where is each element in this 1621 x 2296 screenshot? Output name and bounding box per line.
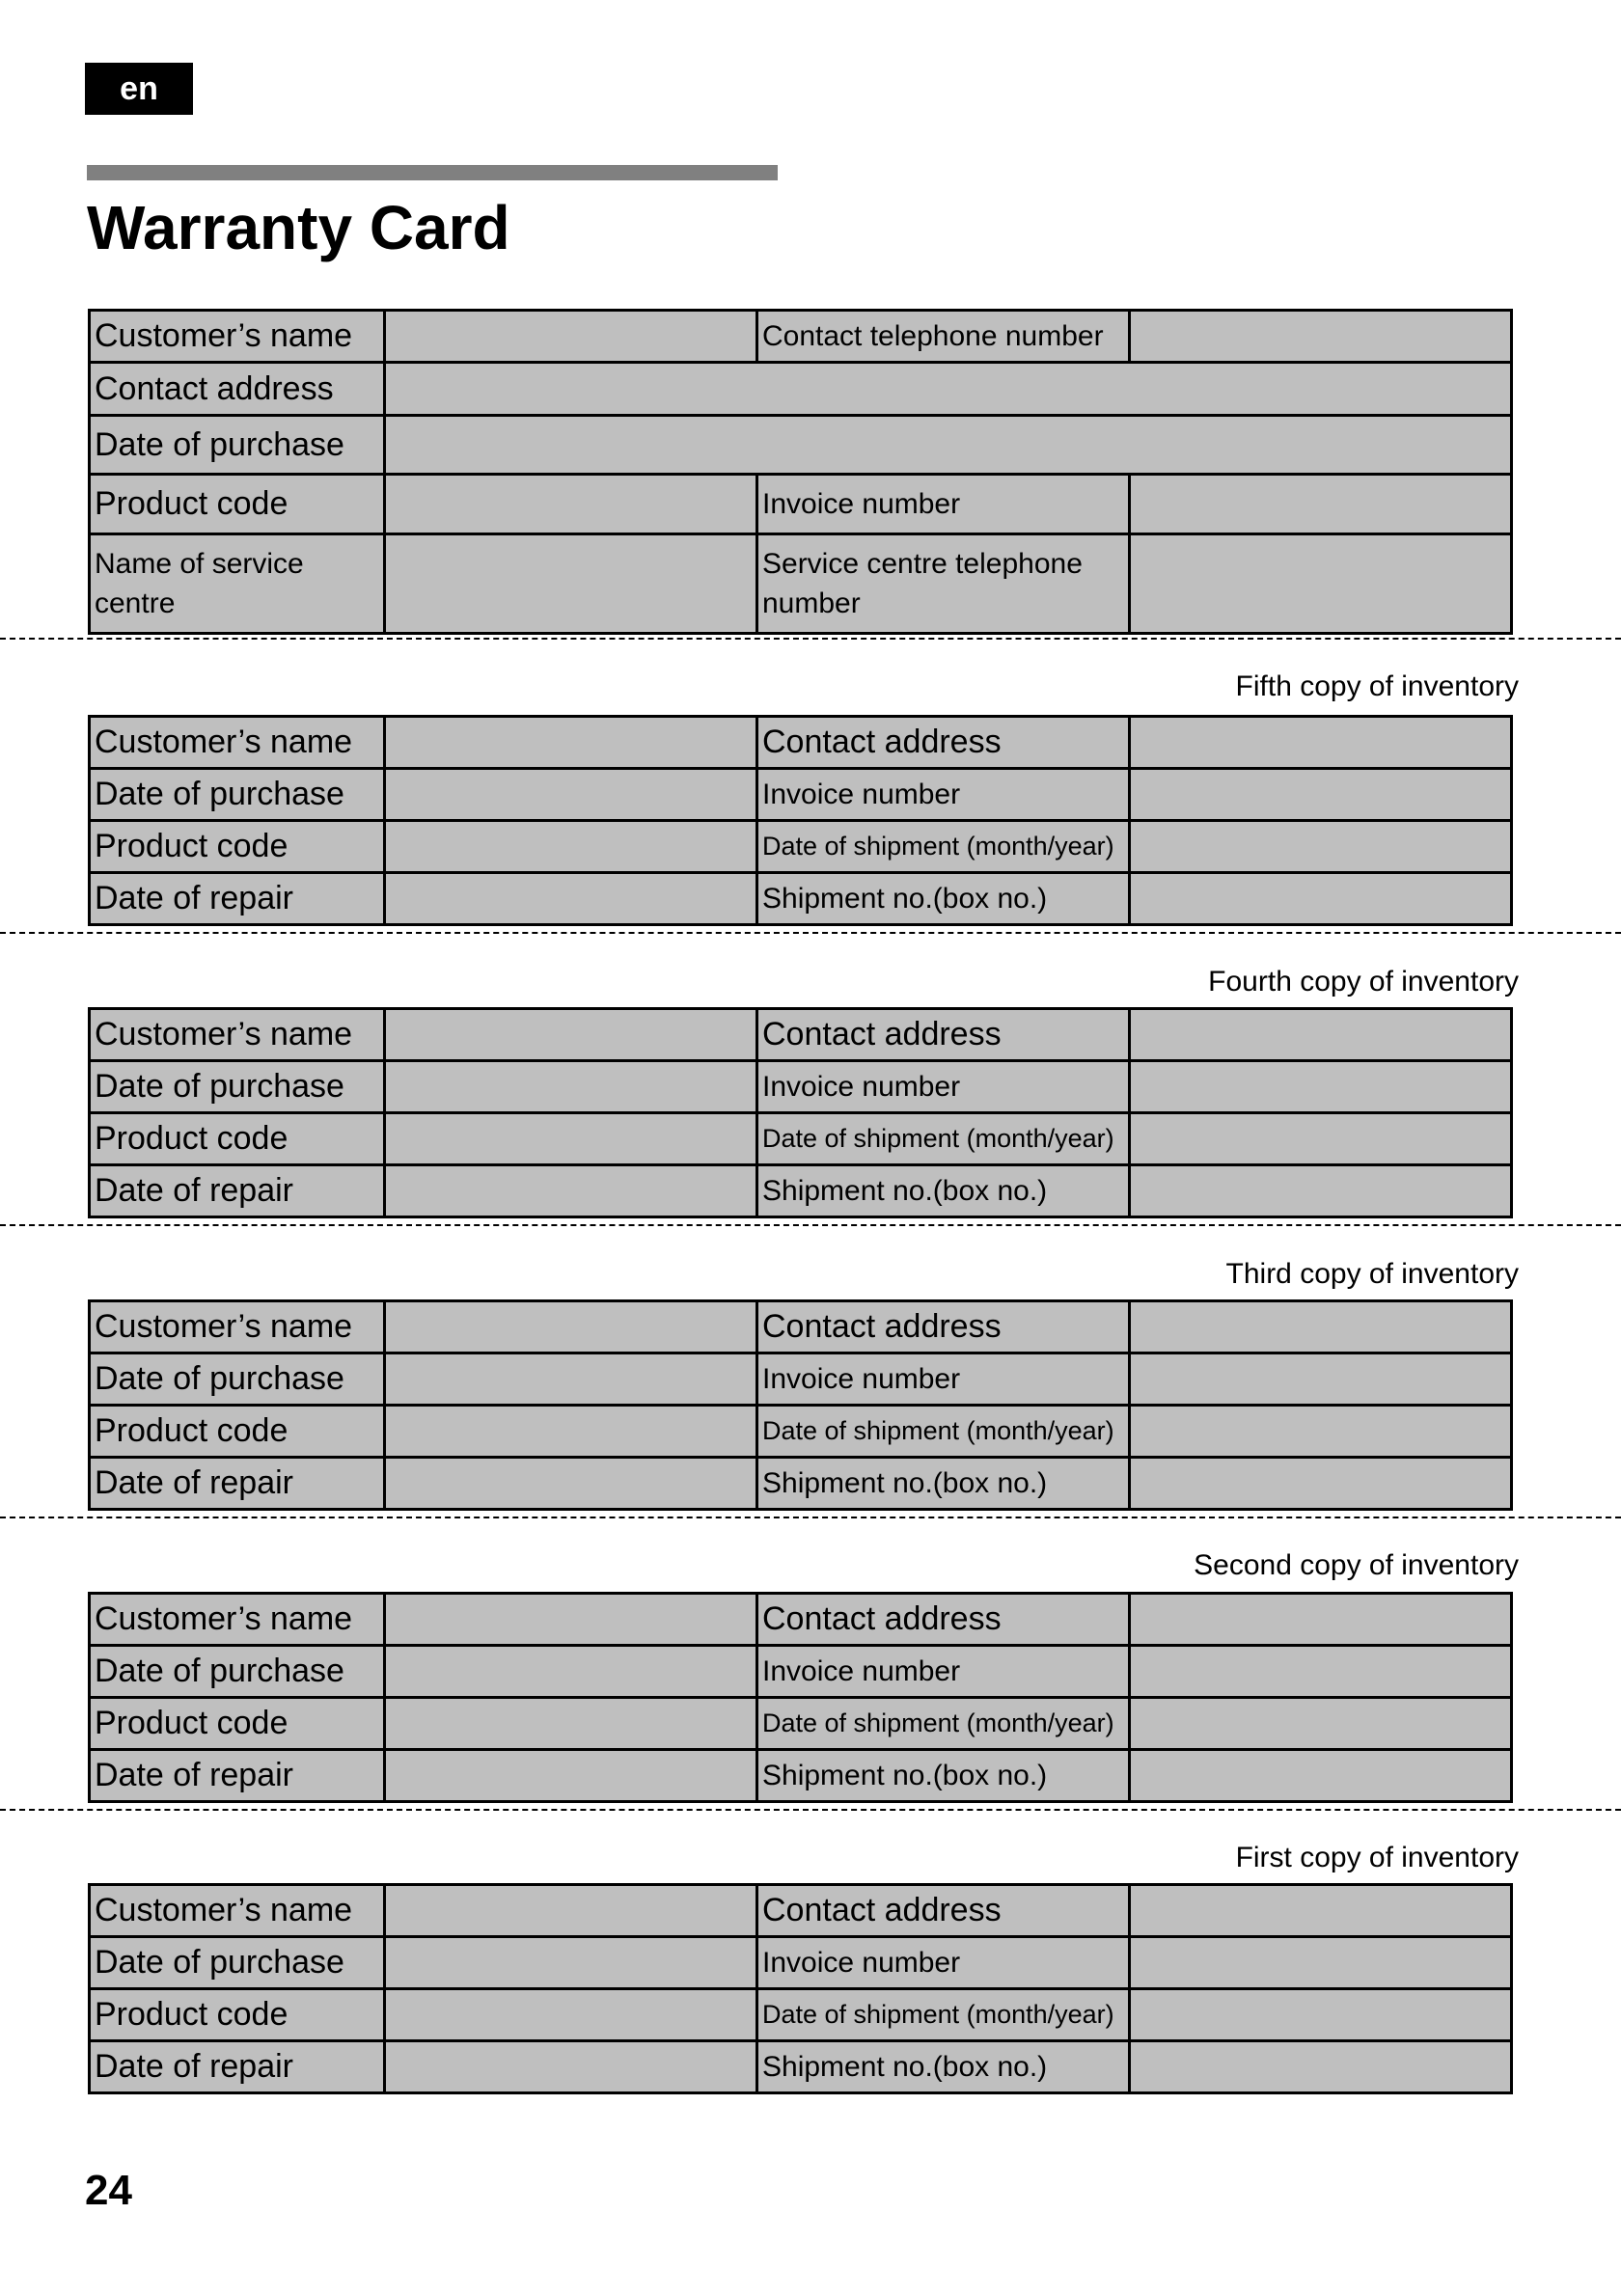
product-code-field[interactable] — [385, 821, 757, 873]
product-code-field[interactable] — [385, 1698, 757, 1750]
inventory-copy-third — [88, 1299, 1513, 1511]
contact-address-field[interactable] — [1130, 1009, 1512, 1061]
cut-line — [0, 638, 1621, 640]
language-tag: en — [85, 63, 193, 115]
date-of-purchase-field[interactable] — [385, 416, 1512, 475]
customers-name-label: Customer’s name — [90, 717, 385, 769]
invoice-number-label: Invoice number — [757, 1937, 1130, 1989]
cut-line — [0, 1809, 1621, 1811]
date-of-shipment-field[interactable] — [1130, 1989, 1512, 2041]
invoice-number-field[interactable] — [1130, 769, 1512, 821]
contact-address-field[interactable] — [1130, 717, 1512, 769]
date-of-repair-field[interactable] — [385, 873, 757, 925]
date-of-shipment-label: Date of shipment (month/year) — [757, 1113, 1130, 1165]
contact-address-label: Contact address — [757, 1301, 1130, 1353]
service-centre-name-field[interactable] — [385, 534, 757, 634]
invoice-number-label: Invoice number — [757, 475, 1130, 534]
invoice-number-label: Invoice number — [757, 1646, 1130, 1698]
contact-address-label: Contact address — [757, 717, 1130, 769]
service-centre-phone-field[interactable] — [1130, 534, 1512, 634]
title-rule — [87, 165, 778, 180]
customers-name-field[interactable] — [385, 1885, 757, 1937]
date-of-purchase-label: Date of purchase — [90, 1061, 385, 1113]
inventory-copy-second — [88, 1592, 1513, 1803]
contact-address-field[interactable] — [1130, 1594, 1512, 1646]
invoice-number-field[interactable] — [1130, 1061, 1512, 1113]
date-of-repair-label: Date of repair — [90, 1458, 385, 1510]
date-of-shipment-field[interactable] — [1130, 1406, 1512, 1458]
date-of-purchase-field[interactable] — [385, 1937, 757, 1989]
shipment-no-field[interactable] — [1130, 1750, 1512, 1802]
date-of-repair-label: Date of repair — [90, 1750, 385, 1802]
shipment-no-field[interactable] — [1130, 2041, 1512, 2093]
date-of-repair-field[interactable] — [385, 1458, 757, 1510]
date-of-purchase-field[interactable] — [385, 769, 757, 821]
date-of-repair-label: Date of repair — [90, 1165, 385, 1217]
contact-phone-field[interactable] — [1130, 311, 1512, 363]
shipment-no-label: Shipment no.(box no.) — [757, 873, 1130, 925]
product-code-label: Product code — [90, 821, 385, 873]
product-code-label: Product code — [90, 1406, 385, 1458]
date-of-shipment-label: Date of shipment (month/year) — [757, 1698, 1130, 1750]
copy-label-first: First copy of inventory — [1235, 1842, 1519, 1873]
product-code-field[interactable] — [385, 475, 757, 534]
contact-address-field[interactable] — [385, 363, 1512, 416]
invoice-number-label: Invoice number — [757, 1353, 1130, 1406]
shipment-no-field[interactable] — [1130, 1458, 1512, 1510]
invoice-number-field[interactable] — [1130, 475, 1512, 534]
date-of-repair-field[interactable] — [385, 1165, 757, 1217]
product-code-label: Product code — [90, 1989, 385, 2041]
contact-address-label: Contact address — [90, 363, 385, 416]
contact-address-field[interactable] — [1130, 1301, 1512, 1353]
product-code-label: Product code — [90, 1113, 385, 1165]
date-of-repair-label: Date of repair — [90, 2041, 385, 2093]
shipment-no-label: Shipment no.(box no.) — [757, 1165, 1130, 1217]
date-of-purchase-label: Date of purchase — [90, 1646, 385, 1698]
date-of-purchase-field[interactable] — [385, 1646, 757, 1698]
invoice-number-label: Invoice number — [757, 769, 1130, 821]
date-of-purchase-label: Date of purchase — [90, 416, 385, 475]
date-of-shipment-label: Date of shipment (month/year) — [757, 1406, 1130, 1458]
service-centre-name-label: Name of service centre — [90, 534, 385, 634]
shipment-no-label: Shipment no.(box no.) — [757, 2041, 1130, 2093]
customers-name-label: Customer’s name — [90, 1594, 385, 1646]
page-title: Warranty Card — [87, 193, 510, 262]
customers-name-label: Customer’s name — [90, 1301, 385, 1353]
date-of-purchase-label: Date of purchase — [90, 1937, 385, 1989]
product-code-label: Product code — [90, 475, 385, 534]
invoice-number-field[interactable] — [1130, 1646, 1512, 1698]
copy-label-fourth: Fourth copy of inventory — [1208, 966, 1519, 998]
contact-address-label: Contact address — [757, 1009, 1130, 1061]
copy-label-third: Third copy of inventory — [1225, 1258, 1519, 1290]
date-of-shipment-field[interactable] — [1130, 821, 1512, 873]
date-of-shipment-label: Date of shipment (month/year) — [757, 821, 1130, 873]
inventory-copy-fourth — [88, 1007, 1513, 1218]
date-of-purchase-label: Date of purchase — [90, 1353, 385, 1406]
date-of-repair-field[interactable] — [385, 1750, 757, 1802]
invoice-number-label: Invoice number — [757, 1061, 1130, 1113]
shipment-no-field[interactable] — [1130, 873, 1512, 925]
contact-phone-label: Contact telephone number — [757, 311, 1130, 363]
page-number: 24 — [85, 2167, 132, 2214]
copy-label-fifth: Fifth copy of inventory — [1235, 670, 1519, 702]
service-centre-phone-label: Service centre telephone number — [757, 534, 1130, 634]
customers-name-label: Customer’s name — [90, 1009, 385, 1061]
product-code-field[interactable] — [385, 1406, 757, 1458]
inventory-copy-fifth — [88, 715, 1513, 926]
customers-name-label: Customer’s name — [90, 1885, 385, 1937]
date-of-purchase-field[interactable] — [385, 1061, 757, 1113]
date-of-purchase-label: Date of purchase — [90, 769, 385, 821]
date-of-shipment-label: Date of shipment (month/year) — [757, 1989, 1130, 2041]
customers-name-field[interactable] — [385, 311, 757, 363]
date-of-purchase-field[interactable] — [385, 1353, 757, 1406]
cut-line — [0, 1224, 1621, 1226]
date-of-repair-label: Date of repair — [90, 873, 385, 925]
date-of-shipment-field[interactable] — [1130, 1698, 1512, 1750]
invoice-number-field[interactable] — [1130, 1353, 1512, 1406]
customers-name-label: Customer’s name — [90, 311, 385, 363]
date-of-shipment-field[interactable] — [1130, 1113, 1512, 1165]
customers-name-field[interactable] — [385, 1594, 757, 1646]
shipment-no-label: Shipment no.(box no.) — [757, 1750, 1130, 1802]
cut-line — [0, 1517, 1621, 1518]
customers-name-field[interactable] — [385, 717, 757, 769]
date-of-repair-field[interactable] — [385, 2041, 757, 2093]
product-code-field[interactable] — [385, 1989, 757, 2041]
customers-name-field[interactable] — [385, 1301, 757, 1353]
product-code-field[interactable] — [385, 1113, 757, 1165]
cut-line — [0, 932, 1621, 934]
shipment-no-label: Shipment no.(box no.) — [757, 1458, 1130, 1510]
contact-address-label: Contact address — [757, 1885, 1130, 1937]
contact-address-field[interactable] — [1130, 1885, 1512, 1937]
product-code-label: Product code — [90, 1698, 385, 1750]
shipment-no-field[interactable] — [1130, 1165, 1512, 1217]
invoice-number-field[interactable] — [1130, 1937, 1512, 1989]
customers-name-field[interactable] — [385, 1009, 757, 1061]
inventory-copy-first — [88, 1883, 1513, 2094]
warranty-form — [88, 309, 1513, 635]
contact-address-label: Contact address — [757, 1594, 1130, 1646]
copy-label-second: Second copy of inventory — [1194, 1549, 1519, 1581]
